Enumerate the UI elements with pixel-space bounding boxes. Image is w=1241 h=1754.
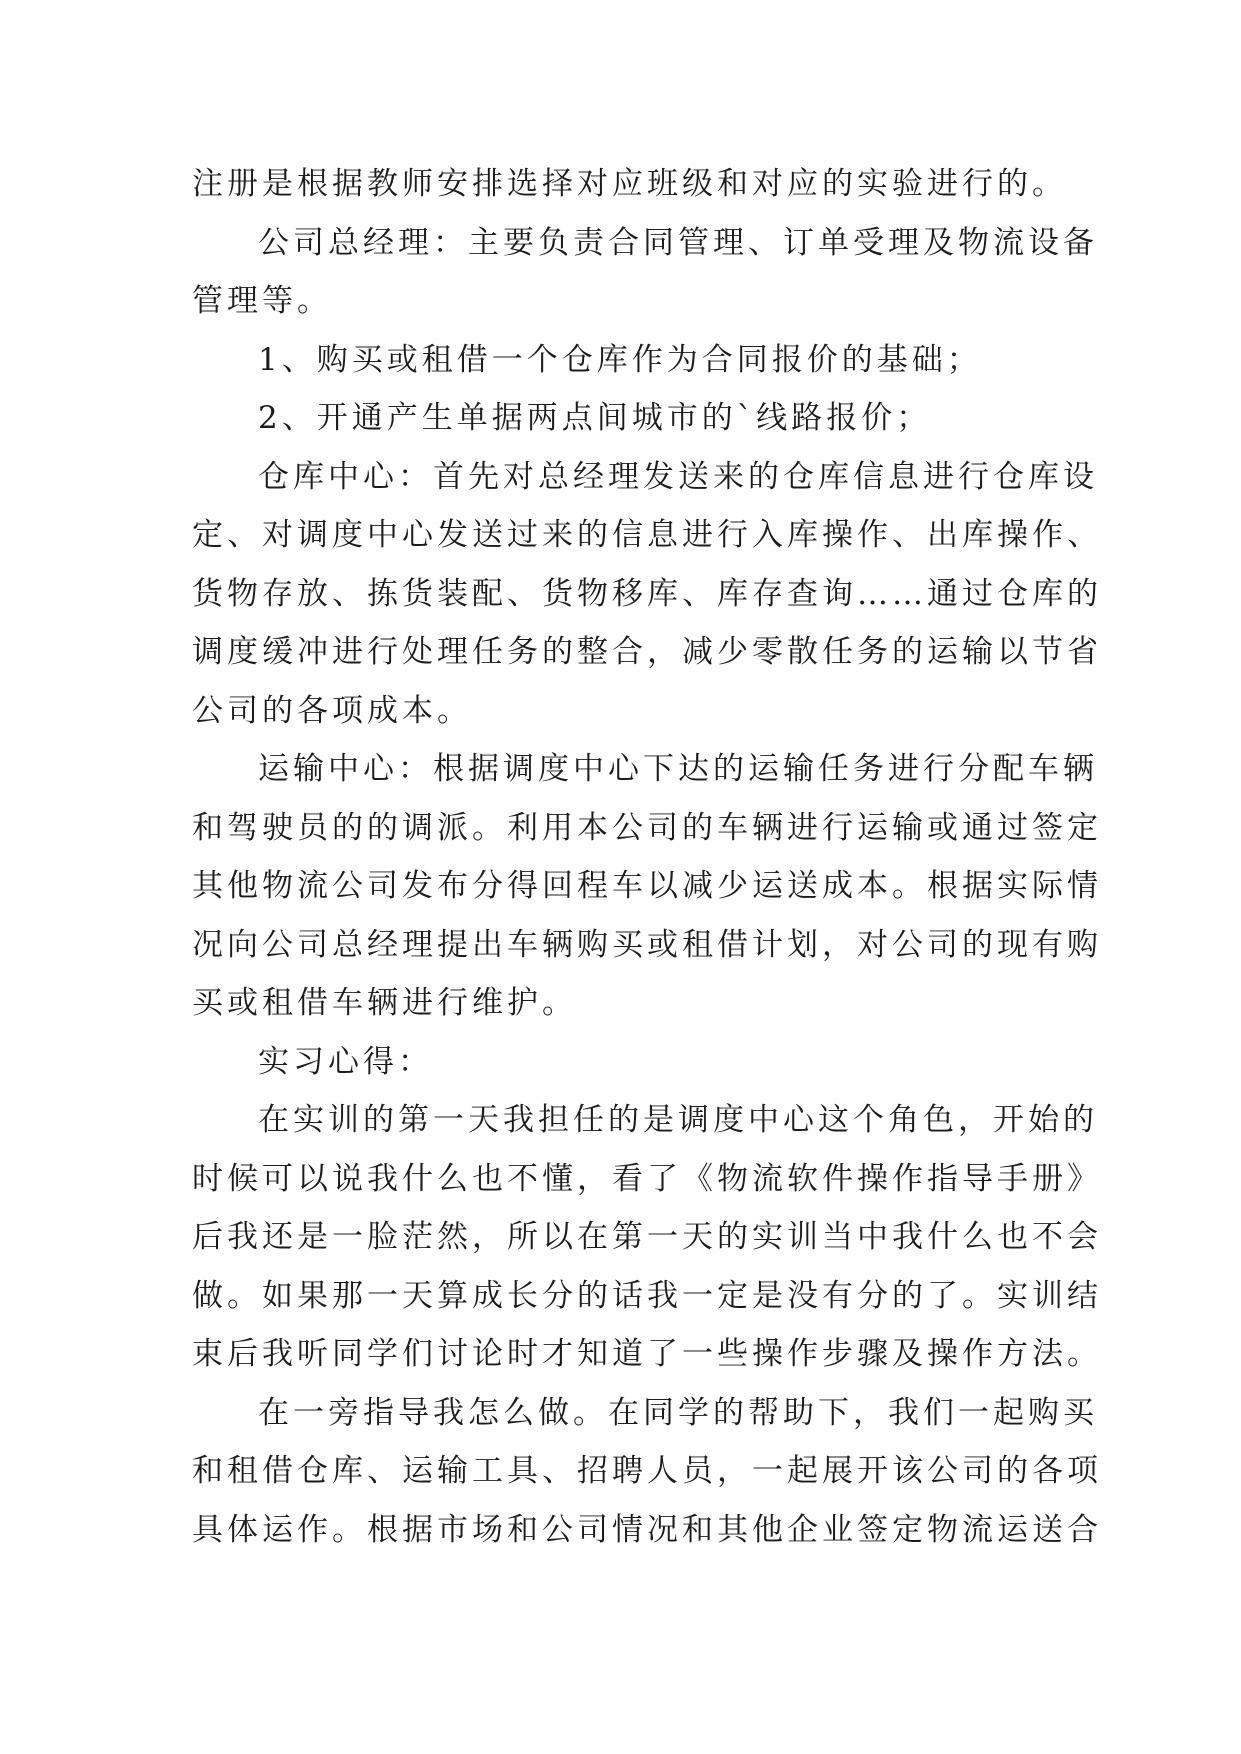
text-line: 公司的各项成本。 [192, 692, 472, 729]
text-line: 其他物流公司发布分得回程车以减少运送成本。根据实际情 [192, 868, 1102, 904]
text-line: 和驾驶员的的调派。利用本公司的车辆进行运输或通过签定 [192, 809, 1102, 846]
text-line: 后我还是一脸茫然，所以在第一天的实训当中我什么也不会 [192, 1219, 1102, 1255]
document-body [192, 155, 1102, 1559]
text-line: 和租借仓库、运输工具、招聘人员，一起展开该公司的各项 [192, 1453, 1102, 1489]
text-line: 公司总经理：主要负责合同管理、订单受理及物流设备 [258, 224, 1098, 261]
text-line: 在实训的第一天我担任的是调度中心这个角色，开始的 [258, 1102, 1098, 1138]
text-line: 调度缓冲进行处理任务的整合，减少零散任务的运输以节省 [192, 634, 1102, 670]
text-line: 时候可以说我什么也不懂，看了《物流软件操作指导手册》 [192, 1160, 1102, 1197]
text-line: 具体运作。根据市场和公司情况和其他企业签定物流运送合 [192, 1511, 1102, 1548]
text-line: 束后我听同学们讨论时才知道了一些操作步骤及操作方法。 [192, 1336, 1102, 1372]
text-line: 买或租借车辆进行维护。 [192, 985, 577, 1021]
text-line: 2、开通产生单据两点间城市的`线路报价； [258, 400, 932, 436]
text-line: 运输中心：根据调度中心下达的运输任务进行分配车辆 [258, 751, 1098, 787]
section-heading: 实习心得： [258, 1043, 433, 1080]
text-line: 注册是根据教师安排选择对应班级和对应的实验进行的。 [192, 166, 1067, 202]
text-line: 1、购买或租借一个仓库作为合同报价的基础； [258, 341, 982, 378]
text-line: 况向公司总经理提出车辆购买或租借计划，对公司的现有购 [192, 926, 1102, 963]
text-line: 在一旁指导我怎么做。在同学的帮助下，我们一起购买 [258, 1394, 1098, 1431]
text-line: 定、对调度中心发送过来的信息进行入库操作、出库操作、 [192, 517, 1102, 553]
text-line: 管理等。 [192, 283, 332, 319]
text-line: 货物存放、拣货装配、货物移库、库存查询……通过仓库的 [192, 575, 1102, 612]
text-line: 仓库中心：首先对总经理发送来的仓库信息进行仓库设 [258, 458, 1098, 495]
text-line: 做。如果那一天算成长分的话我一定是没有分的了。实训结 [192, 1277, 1102, 1314]
